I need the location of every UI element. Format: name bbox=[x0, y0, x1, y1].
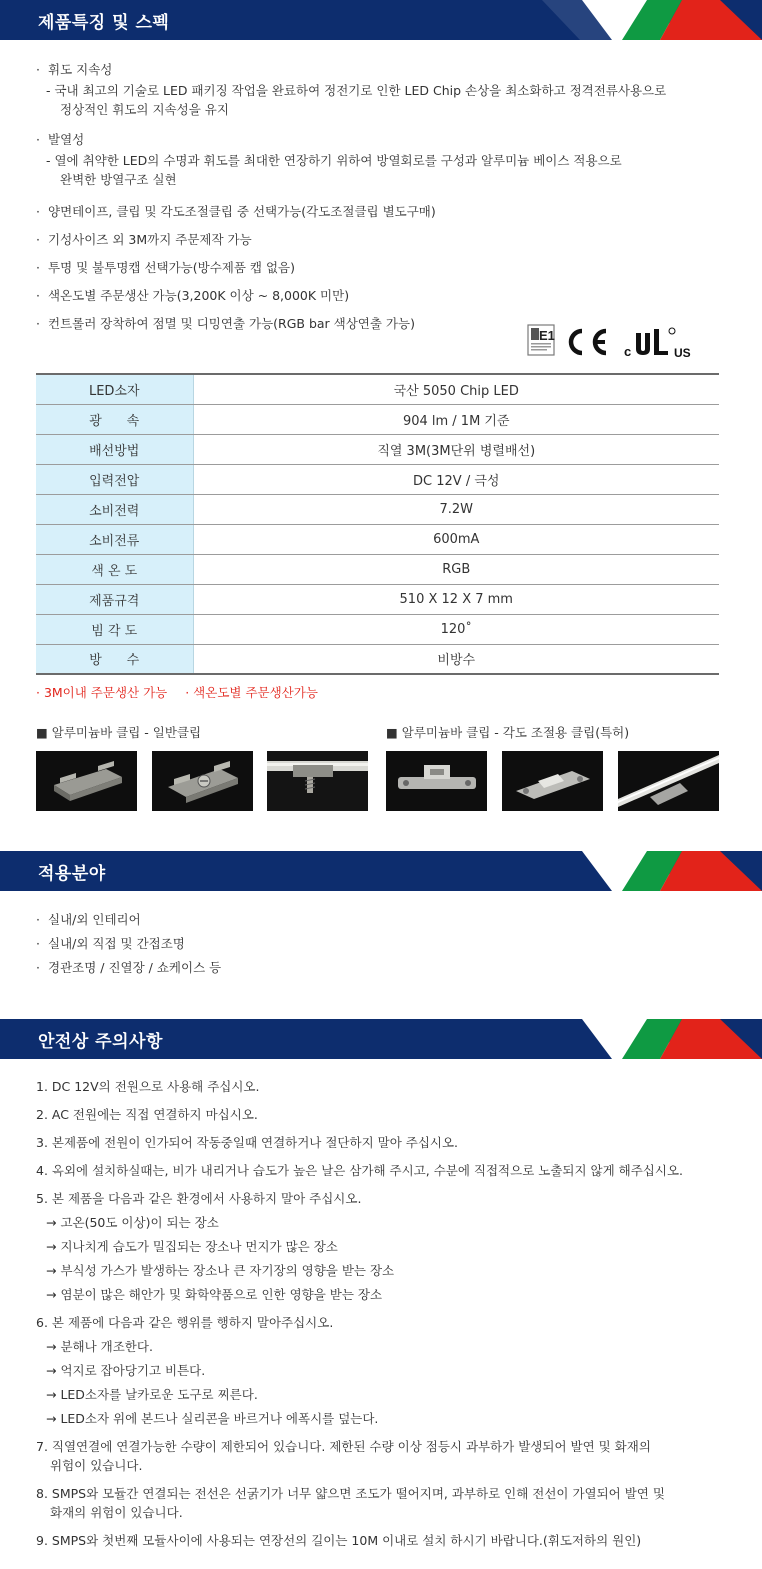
safety-item: 3. 본제품에 전원이 인가되어 작동중일때 연결하거나 절단하지 말아 주십시오. bbox=[36, 1135, 459, 1150]
clip-angle-heading: ■ 알루미늄바 클립 - 각도 조절용 클립(특허) bbox=[386, 725, 630, 740]
feature-text: 발열성 bbox=[48, 132, 85, 147]
order-note: · 3M이내 주문생산 가능 bbox=[36, 685, 168, 700]
spec-key: 광 속 bbox=[36, 404, 193, 434]
safety-subitem: → 지나치게 습도가 밀집되는 장소나 먼지가 많은 장소 bbox=[46, 1239, 338, 1254]
spec-value: 비방수 bbox=[193, 644, 719, 674]
spec-value: 7.2W bbox=[193, 494, 719, 524]
table-row bbox=[36, 494, 719, 524]
spec-value: 국산 5050 Chip LED bbox=[193, 374, 719, 404]
spec-table bbox=[36, 373, 719, 675]
safety-item: 6. 본 제품에 다음과 같은 행위를 행하지 말아주십시오. bbox=[36, 1315, 334, 1330]
spec-key: 색 온 도 bbox=[36, 554, 193, 584]
clip-photo-angle-3 bbox=[618, 751, 719, 811]
safety-item: 1. DC 12V의 전원으로 사용해 주십시오. bbox=[36, 1079, 260, 1094]
clip-photo-angle-1 bbox=[386, 751, 487, 811]
spec-key: 소비전류 bbox=[36, 524, 193, 554]
feature-item: · 양면테이프, 클립 및 각도조절클립 중 선택가능(각도조절클립 별도구매) bbox=[36, 204, 436, 219]
features-list bbox=[36, 130, 726, 189]
order-note: · 색온도별 주문생산가능 bbox=[185, 685, 318, 700]
table-row bbox=[36, 434, 719, 464]
application-title: 적용분야 bbox=[38, 864, 106, 884]
safety-subitem: → 고온(50도 이상)이 되는 장소 bbox=[46, 1215, 219, 1230]
feature-text: 기성사이즈 외 3M까지 주문제작 가능 bbox=[48, 232, 252, 247]
application-item: · 실내/외 직접 및 간접조명 bbox=[36, 936, 185, 951]
safety-subitem: → 분해나 개조한다. bbox=[46, 1339, 153, 1354]
svg-text:US: US bbox=[674, 346, 691, 359]
clip-photo-general-1 bbox=[36, 751, 137, 811]
features-list bbox=[36, 60, 726, 119]
safety-item-cont: 위험이 있습니다. bbox=[50, 1458, 143, 1473]
safety-subitem: → 부식성 가스가 발생하는 장소나 큰 자기장의 영향을 받는 장소 bbox=[46, 1263, 395, 1278]
safety-list bbox=[36, 1077, 736, 1550]
table-row bbox=[36, 554, 719, 584]
feature-item: · 컨트롤러 장착하여 점멸 및 디밍연출 가능(RGB bar 색상연출 가능) bbox=[36, 316, 415, 331]
spec-key: 입력전압 bbox=[36, 464, 193, 494]
table-row bbox=[36, 584, 719, 614]
header-stripe-icon bbox=[542, 0, 762, 40]
safety-item: 7. 직열연결에 연결가능한 수량이 제한되어 있습니다. 제한된 수량 이상 점등시 과부하가 발생되어 발연 및 화재의 bbox=[36, 1439, 651, 1454]
safety-header bbox=[0, 1019, 762, 1059]
table-row bbox=[36, 374, 719, 404]
safety-item: 9. SMPS와 첫번째 모듈사이에 사용되는 연장선의 길이는 10M 이내로 설치 하시기 바랍니다.(휘도저하의 원인) bbox=[36, 1533, 642, 1548]
application-text: 실내/외 직접 및 간접조명 bbox=[48, 936, 185, 951]
application-list bbox=[36, 910, 726, 977]
spec-key: 배선방법 bbox=[36, 434, 193, 464]
feature-item: · 기성사이즈 외 3M까지 주문제작 가능 bbox=[36, 232, 252, 247]
spec-value: 직열 3M(3M단위 병렬배선) bbox=[193, 434, 719, 464]
table-row bbox=[36, 404, 719, 434]
safety-item: 5. 본 제품을 다음과 같은 환경에서 사용하지 말아 주십시오. bbox=[36, 1191, 362, 1206]
application-header bbox=[0, 851, 762, 891]
safety-subitem: → 염분이 많은 해안가 및 화학약품으로 인한 영향을 받는 장소 bbox=[46, 1287, 383, 1302]
spec-key: 빔 각 도 bbox=[36, 614, 193, 644]
feature-text: 색온도별 주문생산 가능(3,200K 이상 ~ 8,000K 미만) bbox=[48, 288, 350, 303]
order-notes bbox=[36, 683, 332, 701]
feature-item: · 발열성 bbox=[36, 132, 85, 147]
safety-item: 2. AC 전원에는 직접 연결하지 마십시오. bbox=[36, 1107, 258, 1122]
feature-text: 컨트롤러 장착하여 점멸 및 디밍연출 가능(RGB bar 색상연출 가능) bbox=[48, 316, 415, 331]
e1-mark-icon bbox=[528, 325, 555, 355]
clip-photo-general-3 bbox=[267, 751, 368, 811]
feature-detail: 정상적인 휘도의 지속성을 유지 bbox=[60, 102, 229, 117]
spec-value: 904 lm / 1M 기준 bbox=[193, 404, 719, 434]
feature-item: · 투명 및 불투명캡 선택가능(방수제품 캡 없음) bbox=[36, 260, 295, 275]
feature-item: · 색온도별 주문생산 가능(3,200K 이상 ~ 8,000K 미만) bbox=[36, 288, 350, 303]
feature-text: 투명 및 불투명캡 선택가능(방수제품 캡 없음) bbox=[48, 260, 295, 275]
spec-value: 510 X 12 X 7 mm bbox=[193, 584, 719, 614]
features-title: 제품특징 및 스펙 bbox=[38, 13, 170, 33]
table-row bbox=[36, 614, 719, 644]
svg-text:c: c bbox=[624, 344, 632, 359]
e1-label: E1 bbox=[539, 328, 555, 343]
table-row bbox=[36, 464, 719, 494]
clip-photo-angle-2 bbox=[502, 751, 603, 811]
spec-key: 소비전력 bbox=[36, 494, 193, 524]
clip-photo-general-2 bbox=[152, 751, 253, 811]
safety-subitem: → LED소자를 날카로운 도구로 찌른다. bbox=[46, 1387, 258, 1402]
feature-detail: - 열에 취약한 LED의 수명과 휘도를 최대한 연장하기 위하여 방열회로를 구성과 알루미늄 베이스 적용으로 bbox=[46, 153, 622, 168]
application-item: · 경관조명 / 진열장 / 쇼케이스 등 bbox=[36, 960, 222, 975]
spec-key: 제품규격 bbox=[36, 584, 193, 614]
application-text: 경관조명 / 진열장 / 쇼케이스 등 bbox=[48, 960, 222, 975]
header-stripe-icon bbox=[542, 851, 762, 891]
safety-title: 안전상 주의사항 bbox=[38, 1032, 163, 1052]
safety-item: 4. 옥외에 설치하실때는, 비가 내리거나 습도가 높은 날은 삼가해 주시고, 수분에 직접적으로 노출되지 않게 해주십시오. bbox=[36, 1163, 684, 1178]
clip-general-heading: ■ 알루미늄바 클립 - 일반클립 bbox=[36, 725, 202, 740]
certification-logos bbox=[526, 323, 716, 359]
spec-value: RGB bbox=[193, 554, 719, 584]
feature-text: 휘도 지속성 bbox=[48, 62, 113, 77]
safety-item-cont: 화재의 위험이 있습니다. bbox=[50, 1505, 183, 1520]
spec-value: 600mA bbox=[193, 524, 719, 554]
spec-value: 120˚ bbox=[193, 614, 719, 644]
feature-text: 양면테이프, 클립 및 각도조절클립 중 선택가능(각도조절클립 별도구매) bbox=[48, 204, 436, 219]
features-header bbox=[0, 0, 762, 40]
spec-key: 방 수 bbox=[36, 644, 193, 674]
table-row bbox=[36, 524, 719, 554]
header-stripe-icon bbox=[542, 1019, 762, 1059]
table-row bbox=[36, 644, 719, 674]
spec-value: DC 12V / 극성 bbox=[193, 464, 719, 494]
feature-detail: 완벽한 방열구조 실현 bbox=[60, 172, 177, 187]
application-item: · 실내/외 인테리어 bbox=[36, 912, 141, 927]
safety-item: 8. SMPS와 모듈간 연결되는 전선은 선굵기가 너무 얇으면 조도가 떨어지며, 과부하로 인해 전선이 가열되어 발연 및 bbox=[36, 1486, 665, 1501]
safety-subitem: → 억지로 잡아당기고 비튼다. bbox=[46, 1363, 206, 1378]
ce-mark-icon bbox=[571, 331, 606, 353]
application-text: 실내/외 인테리어 bbox=[48, 912, 141, 927]
ul-mark-icon bbox=[624, 328, 691, 359]
feature-item: · 휘도 지속성 bbox=[36, 62, 113, 77]
feature-detail: - 국내 최고의 기술로 LED 패키징 작업을 완료하여 정전기로 인한 LED Chip 손상을 최소화하고 정격전류사용으로 bbox=[46, 83, 667, 98]
spec-key: LED소자 bbox=[36, 374, 193, 404]
safety-subitem: → LED소자 위에 본드나 실리콘을 바르거나 에폭시를 덮는다. bbox=[46, 1411, 379, 1426]
